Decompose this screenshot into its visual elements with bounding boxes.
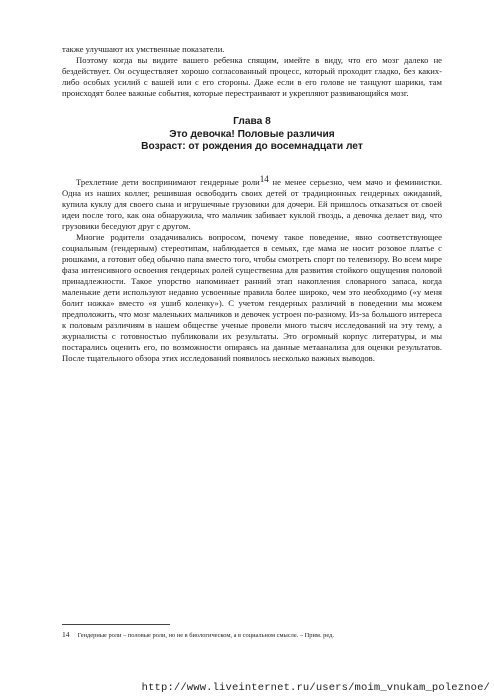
footnote-ref[interactable]: 14	[259, 173, 269, 184]
body-paragraph-1	[62, 173, 443, 232]
chapter-title: Это девочка! Половые различия	[169, 128, 335, 140]
paragraph-text: Трехлетние дети воспринимают гендерные роли	[76, 176, 260, 187]
footnote-divider	[62, 624, 170, 625]
intro-line: также улучшают их умственные показатели.	[62, 44, 225, 54]
footnote-text: Гендерные роли – половые роли, но не в биологическом, а в социальном смысле. – Прим. ред.	[77, 632, 334, 639]
footnote	[62, 630, 442, 640]
chapter-subtitle: Возраст: от рождения до восемнадцати лет	[141, 141, 363, 152]
body-paragraph-2: Многие родители озадачивались вопросом, почему такое поведение, явно соответствующее социальным (гендерным) стереотипам, наблюдается в семьях, где мама не носит розовое платье с рюшками, а готовит обед обычно папа вместо того, чтобы смотреть спорт по телевизору. Во всем мире фаза интенсивного освоения гендерных ролей существенна для развития стойкого ощущения половой принадлежности. Такое упорство напоминает ранний этап накопления словарного запаса, когда маленькие дети используют недавно усвоенные правила более широко, чем это необходимо («у меня болит ножка» вместо «я ушиб коленку»). С учетом гендерных различий в поведении мы можем предположить, что мозг маленьких мальчиков и девочек устроен по-разному. Из-за большого интереса к половым различиям в нашем обществе ученые провели много тысяч исследований на эту тему, а журналисты с готовностью публиковали их результаты. Это огромный корпус литературы, и мы постарались оценить его, по возможности опираясь на данные метаанализа для оценки результатов. После тщательного обзора этих исследований появилось несколько важных выводов.	[62, 231, 442, 363]
chapter-number: Глава 8	[233, 116, 271, 127]
page-content	[62, 44, 442, 364]
watermark-url[interactable]: http://www.liveinternet.ru/users/moim_vnukam_poleznoe/	[141, 682, 490, 694]
footnote-number: 14	[62, 630, 70, 639]
paragraph-text: не менее серьезно, чем мачо и феминистки. Одна из наших коллег, решившая освободить своих детей от традиционных гендерных ожиданий, купила куклу для своего сына и игрушечные грузовики для дочери. Ей пришлось отказаться от своей идеи после того, как она обнаружила, что мальчик забивает куклой гвоздь, а девочка делает вид, что грузовики беседуют друг с другом.	[62, 176, 443, 231]
intro-paragraph: Поэтому когда вы видите вашего ребенка спящим, имейте в виду, что его мозг далеко не бездействует. Он осуществляет хорошо согласованный процесс, который проходит гладко, без каких-либо особых усилий с вашей или с его стороны. Даже если в его голове не танцуют шарики, там происходят более важные события, которые перестраивают и укрепляют развивающийся мозг.	[62, 55, 442, 98]
